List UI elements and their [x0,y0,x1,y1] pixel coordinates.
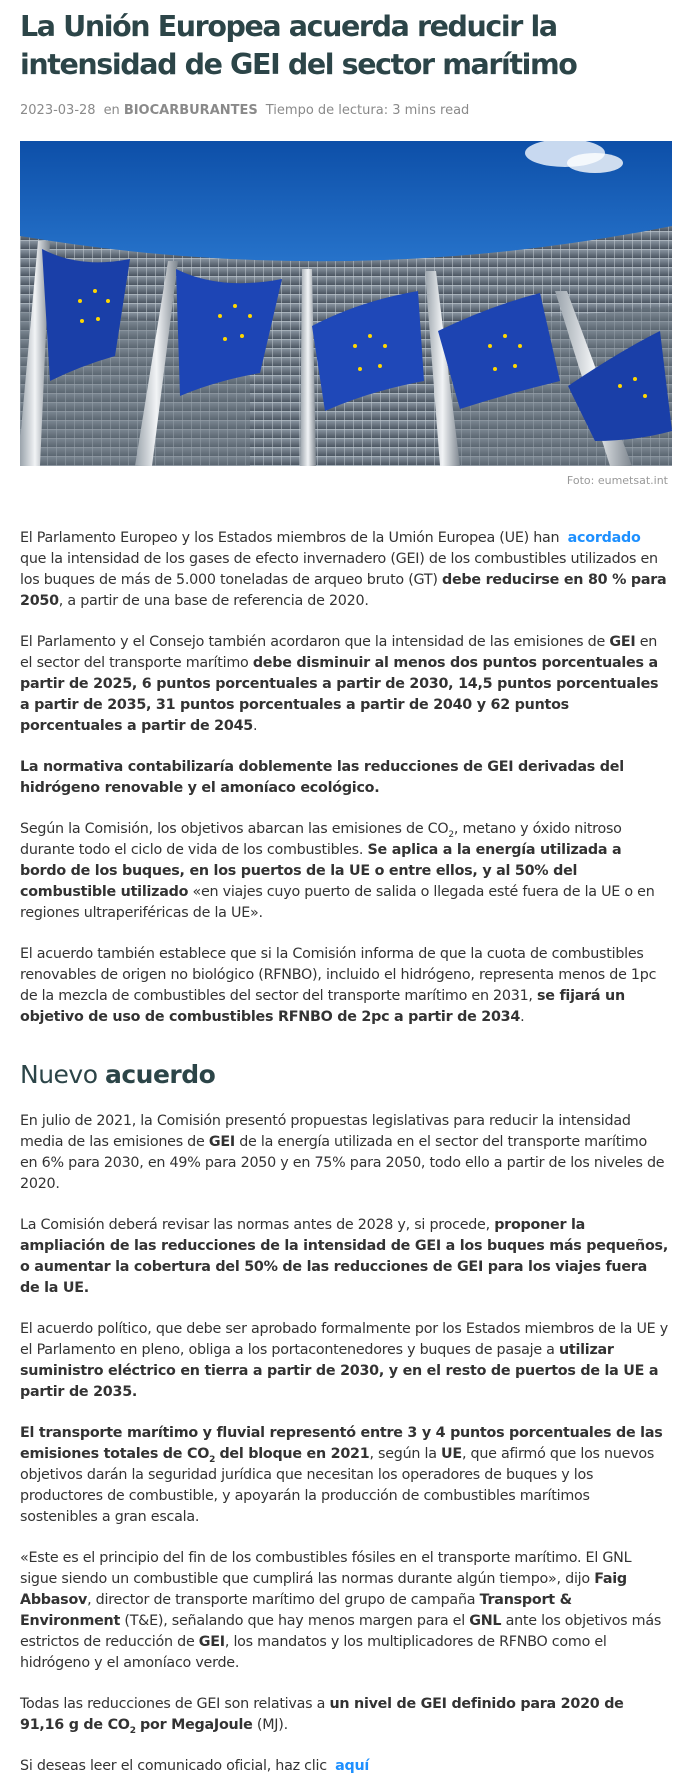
paragraph: El acuerdo político, que debe ser aprobado formalmente por los Estados miembros de la UE y el Parlamento en pleno, obliga a los portacontenedores y buques de pasaje a utilizar suministro eléctrico en tierra a partir de 2030, y en el resto de puertos de la UE a partir de 2035. [20,1321,668,1400]
section-heading: Nuevo acuerdo [20,1060,216,1089]
reading-time: Tiempo de lectura: 3 mins read [265,103,470,118]
article-body [20,528,668,1777]
paragraph: El Parlamento Europeo y los Estados miembros de la Umión Europea (UE) han acordado que la intensidad de los gases de efecto invernadero (GEI) de los combustibles utilizados en los buques de más de 5.000 toneladas de arqueo bruto (GT) debe reducirse en 80 % para 2050, a partir de una base de referencia de 2020. [20,530,667,609]
category-prefix: en [103,103,120,118]
paragraph: En julio de 2021, la Comisión presentó propuestas legislativas para reducir la intensidad media de las emisiones de GEI de la energía utilizada en el sector del transporte marítimo en 6% para 2030, en 49% para 2050 y en 75% para 2050, todo ello a partir de los niveles de 2020. [20,1113,665,1192]
paragraph: La normativa contabilizaría doblemente las reducciones de GEI derivadas del hidrógeno renovable y el amoníaco ecológico. [20,759,624,796]
photo-credit: Foto: eumetsat.int [566,474,668,487]
paragraph: «Este es el principio del fin de los combustibles fósiles en el transporte marítimo. El GNL sigue siendo un combustible que cumplirá las normas durante algún tiempo», dijo Faig Abbasov, director de transporte marítimo del grupo de campaña Transport & Environment (T&E), señalando que hay menos margen para el GNL ante los objetivos más estrictos de reducción de GEI, los mandatos y los multiplicadores de RFNBO como el hidrógeno y el amoníaco verde. [20,1550,662,1671]
paragraph: Si deseas leer el comunicado oficial, haz clic aquí [20,1756,668,1777]
paragraph: Todas las reducciones de GEI son relativas a un nivel de GEI definido para 2020 de 91,16 g de $CO_2$ por MegaJoule (MJ). [20,1696,624,1736]
paragraph: El transporte marítimo y fluvial representó entre 3 y 4 puntos porcentuales de las emisiones totales de $CO_2$ del bloque en 2021, según la UE, que afirmó que los nuevos objetivos darán la seguridad jurídica que necesitan los operadores de buques y los productores de combustible, y apoyarán la producción de combustibles marítimos sostenibles a gran escala. [20,1425,663,1525]
article-title: La Unión Europea acuerda reducir la intensidad de GEI del sector marítimo [20,10,577,81]
hero-image [20,141,672,466]
article-date: 2023-03-28 [20,103,96,118]
paragraph: Según la Comisión, los objetivos abarcan las emisiones de $CO_2$, metano y óxido nitroso durante todo el ciclo de vida de los combustibles. Se aplica a la energía utilizada a bordo de los buques, en los puertos de la UE o entre ellos, y al 50% del combustible utilizado «en viajes cuyo puerto de salida o llegada esté fuera de la UE o en regiones ultraperiféricas de la UE». [20,821,655,921]
article-meta [20,103,668,118]
paragraph: El Parlamento y el Consejo también acordaron que la intensidad de las emisiones de GEI en el sector del transporte marítimo debe disminuir al menos dos puntos porcentuales a partir de 2025, 6 puntos porcentuales a partir de 2030, 14,5 puntos porcentuales a partir de 2035, 31 puntos porcentuales a partir de 2040 y 62 puntos porcentuales a partir de 2045. [20,634,659,734]
paragraph: La Comisión deberá revisar las normas antes de 2028 y, si procede, proponer la ampliación de las reducciones de la intensidad de GEI a los buques más pequeños, o aumentar la cobertura del 50% de las reducciones de GEI para los viajes fuera de la UE. [20,1217,669,1296]
aqui-link[interactable]: aquí [335,1758,370,1774]
eu-flags-photo [20,141,672,466]
category-link[interactable]: BIOCARBURANTES [123,103,258,118]
acordado-link[interactable]: acordado [567,530,641,546]
paragraph: El acuerdo también establece que si la Comisión informa de que la cuota de combustibles renovables de origen no biológico (RFNBO), incluido el hidrógeno, representa menos de 1pc de la mezcla de combustibles del sector del transporte marítimo en 2031, se fijará un objetivo de uso de combustibles RFNBO de 2pc a partir de 2034. [20,946,657,1025]
